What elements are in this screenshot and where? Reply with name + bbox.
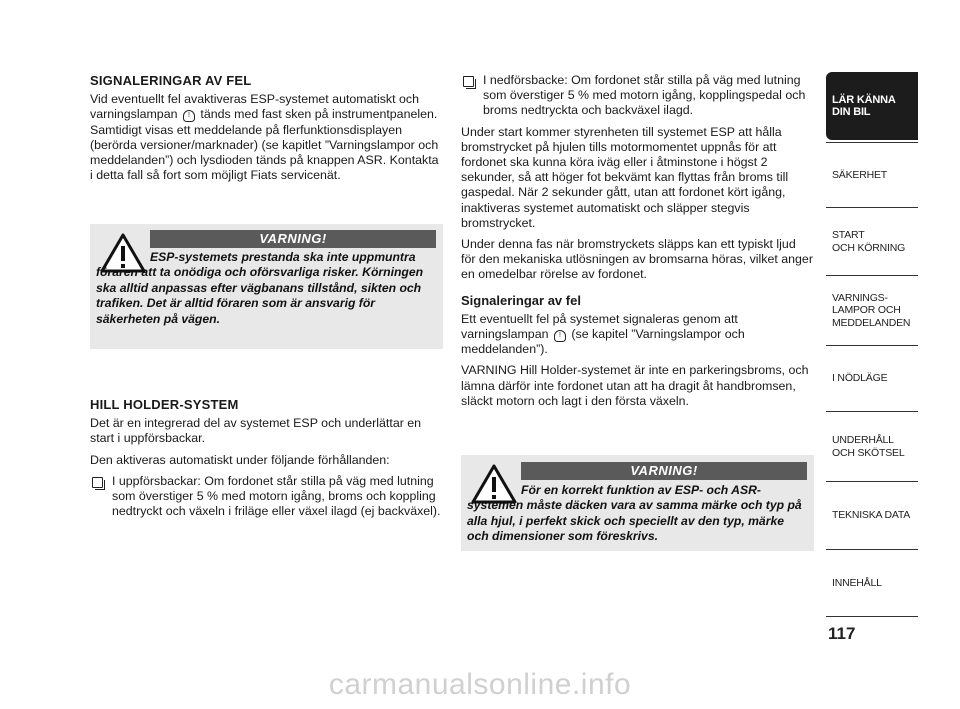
tab-i-nodlage[interactable]: I NÖDLÄGE [826,345,918,411]
checkbox-bullet-icon [92,477,103,488]
warning-banner: VARNING! [150,230,436,248]
heading-signaleringar: SIGNALERINGAR AV FEL [90,73,252,88]
tab-varningslampor[interactable]: VARNINGS- LAMPOR OCH MEDDELANDEN [826,275,918,345]
warning-text: ESP-systemets prestanda ska inte uppmuntra föraren att ta onödiga och oförsvarliga risker. Körningen ska alltid anpassas efter vägbanans tillstånd, sikten och trafiken. Det är alltid föraren som är ansvarig för säkerheten på vägen. [96,250,424,326]
right-column [461,73,813,415]
warning-banner: VARNING! [521,462,807,480]
list-item-uphill: I uppförsbackar: Om fordonet står stilla på väg med lutning som överstiger 5 % med motorn igång, broms och koppling nedtryckt och växeln i friläge eller växel ilagd (ej backväxel). [90,474,442,520]
heading-hill-holder: HILL HOLDER-SYSTEM [90,397,239,412]
subheading-fault-signals: Signaleringar av fel [461,292,581,308]
tab-innehall[interactable]: INNEHÅLL [826,549,918,617]
warning-box-tyres [461,455,814,551]
paragraph-hill-holder-intro: Det är en integrerad del av systemet ESP och underlättar en start i uppförsbackar. [90,416,422,446]
paragraph-fault-warning: Ett eventuellt fel på systemet signaleras genom att varningslampan ! (se kapitel ”Varningslampor och meddelanden”). [461,311,745,357]
warning-text: För en korrekt funktion av ESP- och ASR-systemen måste däcken vara av samma märke och typ på alla hjul, i perfekt skick och speciellt av den typ, märke och dimensioner som föreskrivs. [467,483,802,544]
paragraph-activation: Den aktiveras automatiskt under följande förhållanden: [90,452,390,467]
paragraph-start-brake: Under start kommer styrenheten till systemet ESP att hålla bromstrycket på hjulen tills motormomentet uppnås för att fordonet ska kunna köra iväg eller i åtminstone i högst 2 sekunder, så att höger fot bekvämt kan flyttas från broms till gaspedal. När 2 sekunder gått, utan att fordonet kört igång, inaktiveras systemet automatiskt och släpper stegvis bromstrycket. [461,124,789,230]
checkbox-bullet-icon [463,76,474,87]
paragraph-release-noise: Under denna fas när bromstryckets släpps kan ett typiskt ljud för den mekaniska utlösningen av bromsarna höras, vilket anger en omedelbar rörelse av fordonet. [461,237,813,282]
tab-tekniska-data[interactable]: TEKNISKA DATA [826,481,918,549]
watermark: carmanualsonline.info [328,668,632,701]
paragraph-esp-fault: Vid eventuellt fel avaktiveras ESP-systemet automatiskt och varningslampan ! tänds med fast sken på instrumentpanelen. Samtidigt visas ett meddelande på flerfunktionsdisplayen (berörda versioner/marknader) (se kapitlet ”Varningslampor och meddelanden”) och lysdioden tänds på knappen ASR. Kontakta i detta fall så fort som möjligt Fiats servicenät. [90,92,439,183]
tab-start-och-korning[interactable]: START OCH KÖRNING [826,207,918,275]
esp-warning-light-icon: ! [183,110,195,122]
list-item-downhill: I nedförsbacke: Om fordonet står stilla på väg med lutning som överstiger 5 % med motorn igång, kopplingspedal och broms nedtryckta och backväxel ilagd. [461,73,813,119]
page-number: 117 [828,624,856,643]
left-column-lower [90,397,442,525]
left-column [90,73,442,189]
tab-underhall[interactable]: UNDERHÅLL OCH SKÖTSEL [826,411,918,481]
paragraph-not-parking-brake: VARNING Hill Holder-systemet är inte en parkeringsbroms, och lämna därför inte fordonet utan att ha dragit åt handbromsen, släckt motorn och lagt i den första växeln. [461,363,809,408]
tab-sakerhet[interactable]: SÄKERHET [826,142,918,207]
warning-box-esp [90,224,443,349]
esp-warning-light-icon: ! [554,330,566,342]
tab-lar-kanna-din-bil[interactable]: LÄR KÄNNA DIN BIL [826,72,918,140]
